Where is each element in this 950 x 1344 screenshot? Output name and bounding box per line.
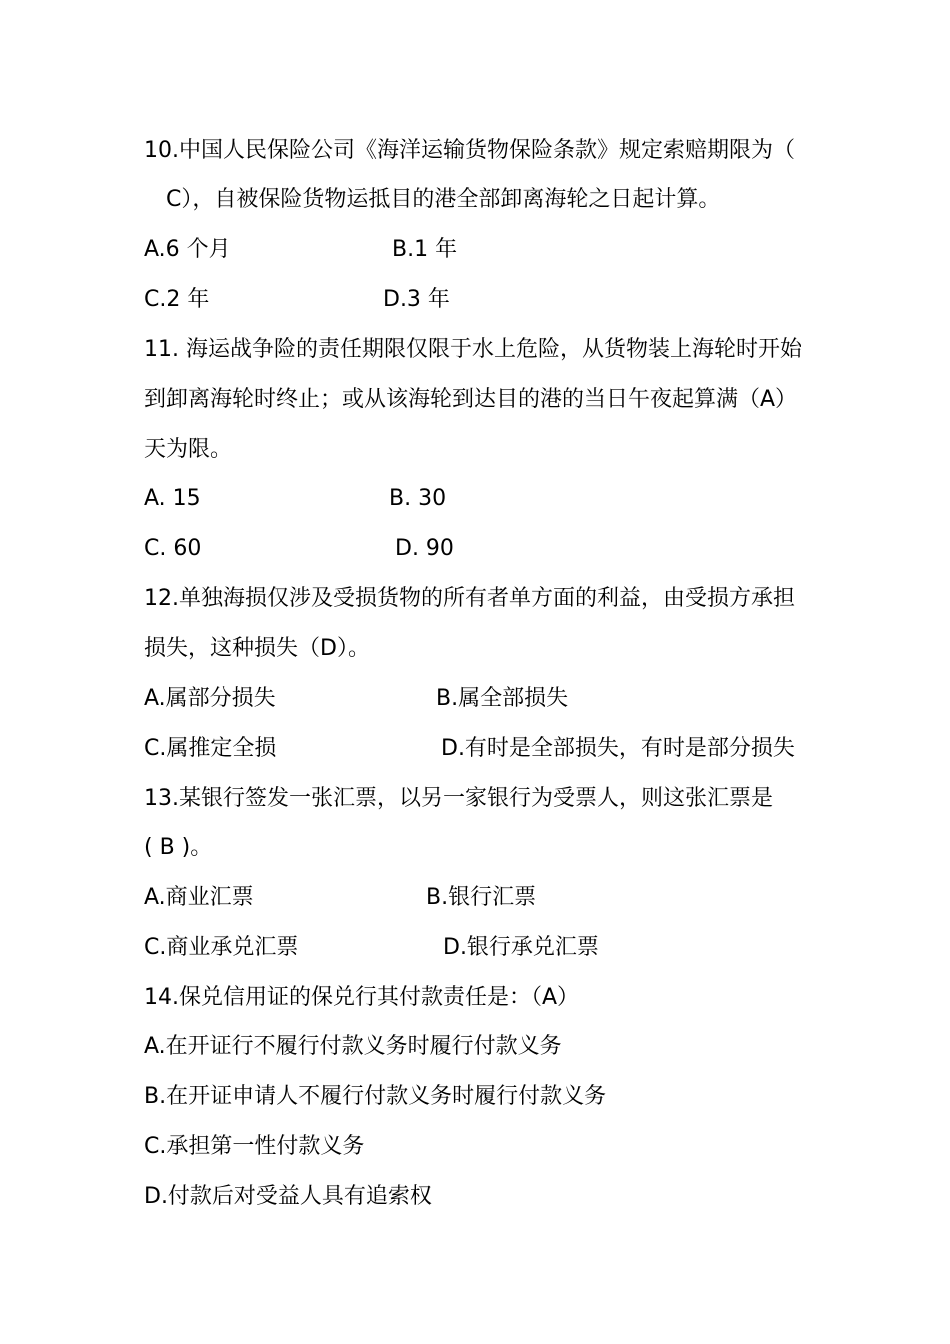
question-14-option-b: B.在开证申请人不履行付款义务时履行付款义务	[144, 1084, 607, 1109]
question-12-option-a: A.属部分损失	[144, 686, 276, 711]
question-10-option-b: B.1 年	[392, 237, 458, 262]
question-12-line-1: 12.单独海损仅涉及受损货物的所有者单方面的利益，由受损方承担	[144, 586, 795, 611]
question-13-option-d: D.银行承兑汇票	[443, 935, 599, 960]
question-14-option-c: C.承担第一性付款义务	[144, 1134, 365, 1159]
question-11-line-2: 到卸离海轮时终止；或从该海轮到达目的港的当日午夜起算满（A）	[144, 387, 798, 412]
question-10-option-a: A.6 个月	[144, 237, 231, 262]
question-14-line-1: 14.保兑信用证的保兑行其付款责任是：（A）	[144, 985, 580, 1010]
question-10-option-c: C.2 年	[144, 287, 210, 312]
question-12-option-d: D.有时是全部损失，有时是部分损失	[441, 736, 795, 761]
question-10-option-d: D.3 年	[383, 287, 450, 312]
question-13-option-c: C.商业承兑汇票	[144, 935, 299, 960]
question-12-option-c: C.属推定全损	[144, 736, 277, 761]
question-11-option-d: D. 90	[395, 536, 454, 561]
question-13-line-2: ( B )。	[144, 835, 213, 860]
question-12-line-2: 损失，这种损失（D）。	[144, 636, 370, 661]
question-14-option-a: A.在开证行不履行付款义务时履行付款义务	[144, 1034, 562, 1059]
question-14-option-d: D.付款后对受益人具有追索权	[144, 1184, 432, 1209]
question-13-option-a: A.商业汇票	[144, 885, 254, 910]
question-12-option-b: B.属全部损失	[436, 686, 569, 711]
question-13-option-b: B.银行汇票	[426, 885, 537, 910]
question-13-line-1: 13.某银行签发一张汇票，以另一家银行为受票人，则这张汇票是	[144, 786, 773, 811]
question-10-line-2: C），自被保险货物运抵目的港全部卸离海轮之日起计算。	[166, 187, 721, 212]
question-11-option-a: A. 15	[144, 486, 201, 511]
question-11-line-3: 天为限。	[144, 437, 233, 462]
question-11-option-c: C. 60	[144, 536, 202, 561]
question-11-line-1: 11. 海运战争险的责任期限仅限于水上危险，从货物装上海轮时开始	[144, 337, 802, 362]
question-11-option-b: B. 30	[389, 486, 447, 511]
question-10-line-1: 10.中国人民保险公司《海洋运输货物保险条款》规定索赔期限为（	[144, 138, 795, 163]
